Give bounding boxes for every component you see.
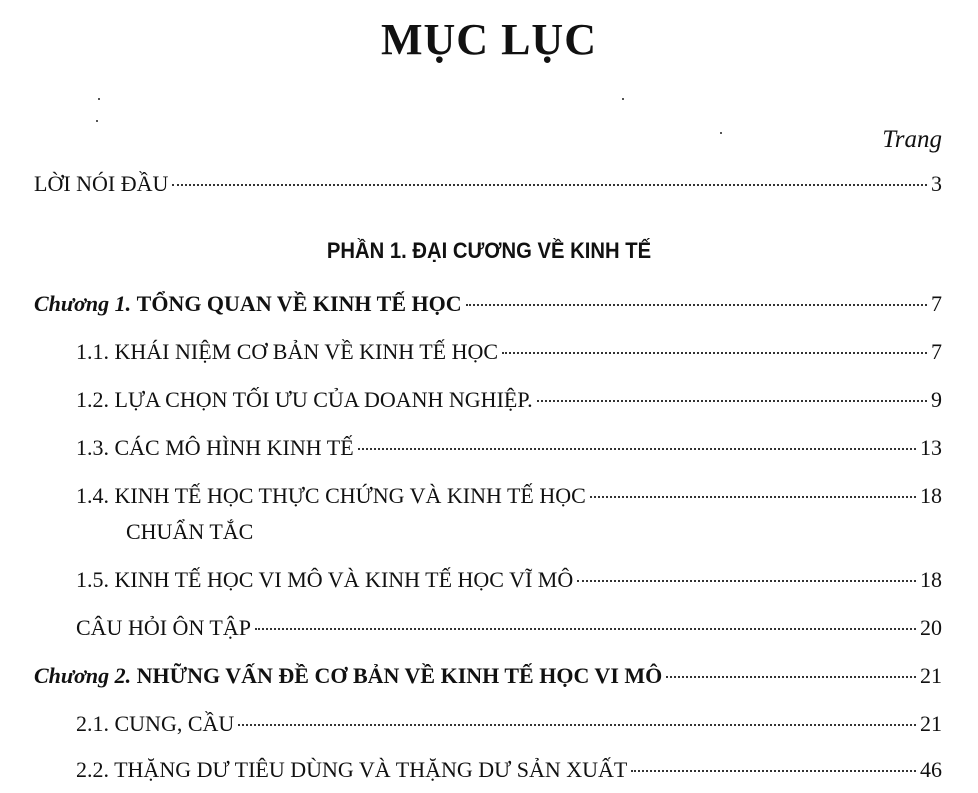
toc-entry[interactable] [76,710,942,738]
toc-entry-page: 3 [931,171,942,196]
toc-entry-page: 20 [920,615,942,640]
toc-entry-label: 1.2. LỰA CHỌN TỐI ƯU CỦA DOANH NGHIỆP. [76,387,533,412]
toc-entry[interactable] [76,614,942,642]
toc-entry-label: 1.5. KINH TẾ HỌC VI MÔ VÀ KINH TẾ HỌC VĨ MÔ [76,567,574,592]
leader-dots [238,724,916,726]
leader-dots [666,676,916,678]
toc-entry-preface[interactable] [34,170,942,198]
toc-entry-label: 2.1. CUNG, CẦU [76,711,235,736]
chapter-title: TỔNG QUAN VỀ KINH TẾ HỌC [136,291,462,316]
chapter-title: NHỮNG VẤN ĐỀ CƠ BẢN VỀ KINH TẾ HỌC VI MÔ [136,663,663,688]
page-title: MỤC LỤC [381,15,597,64]
leader-dots [255,628,916,630]
toc-entry-page: 18 [920,567,942,592]
toc-entry-multiline[interactable] [76,482,942,546]
toc-entry-label: 1.3. CÁC MÔ HÌNH KINH TẾ [76,435,354,460]
leader-dots [358,448,916,450]
toc-chapter-1[interactable] [34,290,942,318]
chapter-prefix: Chương 2. [34,663,132,688]
scan-speck [96,120,98,122]
toc-entry-label: 1.4. KINH TẾ HỌC THỰC CHỨNG VÀ KINH TẾ HỌC [76,483,586,508]
toc-entry[interactable] [76,566,942,594]
toc-entry-page: 7 [931,339,942,364]
chapter-prefix: Chương 1. [34,291,132,316]
leader-dots [502,352,927,354]
toc-entry-page: 46 [920,757,942,782]
toc-entry-label: 2.2. THẶNG DƯ TIÊU DÙNG VÀ THẶNG DƯ SẢN XUẤT [76,757,628,782]
toc-entry[interactable] [76,386,942,414]
toc-entry-page: 21 [920,711,942,736]
toc-entry-page: 13 [920,435,942,460]
toc-entry-label: CÂU HỎI ÔN TẬP [76,615,251,640]
page-column-label: Trang [882,126,942,153]
leader-dots [577,580,916,582]
toc-entry-page: 18 [920,483,942,508]
toc-entry[interactable] [76,434,942,462]
toc-entry-label: LỜI NÓI ĐẦU [34,171,169,196]
leader-dots [537,400,927,402]
scan-speck [720,132,722,134]
toc-entry[interactable] [76,338,942,366]
toc-entry-page: 7 [931,291,942,316]
scan-speck [98,98,100,100]
scan-speck [622,98,624,100]
toc-chapter-2[interactable] [34,662,942,690]
part-heading: PHẦN 1. ĐẠI CƯƠNG VỀ KINH TẾ [326,238,652,263]
leader-dots [172,184,927,186]
toc-entry-page: 21 [920,663,942,688]
leader-dots [466,304,927,306]
toc-entry[interactable] [76,756,942,784]
toc-entry-label-continued: CHUẨN TẮC [126,519,254,544]
leader-dots [590,496,916,498]
leader-dots [631,770,916,772]
toc-entry-page: 9 [931,387,942,412]
toc-entry-label: 1.1. KHÁI NIỆM CƠ BẢN VỀ KINH TẾ HỌC [76,339,499,364]
